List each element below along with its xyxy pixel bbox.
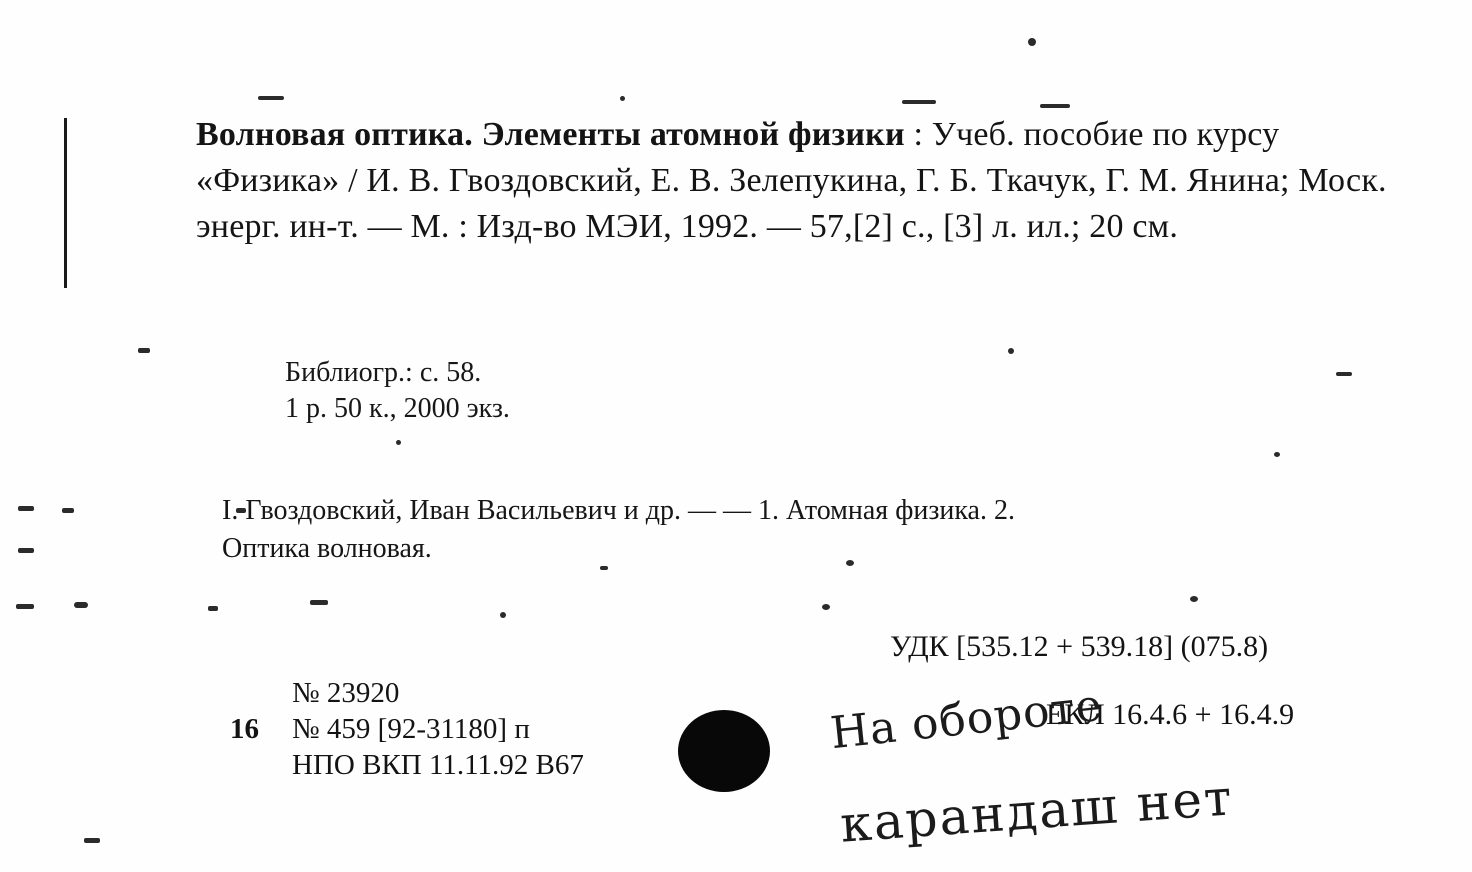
tracing-line-1: I. Гвоздовский, Иван Васильевич и др. — — 1. Атомная физика. 2. (222, 495, 1015, 526)
speckle (84, 838, 100, 843)
left-margin-rule (64, 118, 67, 288)
speckle (1274, 452, 1280, 457)
speckle (902, 100, 936, 104)
imprint-statement: : Учеб. пособие по курсу «Физика» / И. В. Гвоздовский, Е. В. Зелепукина, Г. Б. Ткачук, Г. М. Янина; Моск. энерг. ин-т. — М. : Изд-во МЭИ, 1992. — 57,[2] с., [3] л. ил.; 20 см. (196, 116, 1387, 245)
note-price-print-run: 1 р. 50 к., 2000 экз. (285, 393, 510, 424)
speckle (208, 606, 218, 611)
speckle (62, 508, 74, 513)
speckle (16, 604, 34, 609)
note-bibliography: Библиогр.: с. 58. (285, 357, 482, 388)
handwritten-note-1: На обороте (828, 679, 1106, 760)
speckle (822, 604, 830, 610)
speckle (500, 612, 506, 618)
speckle (1028, 38, 1036, 46)
bibliographic-description (196, 112, 1396, 250)
ink-blot (678, 710, 770, 792)
ekl-classification: ЕКЛ 16.4.6 + 16.4.9 (1046, 698, 1295, 731)
speckle (258, 96, 284, 100)
speckle (620, 96, 625, 101)
acquisition-block (230, 675, 584, 783)
speckle (138, 348, 150, 353)
speckle (18, 548, 34, 553)
acquisition-source: НПО ВКП 11.11.92 В67 (292, 749, 584, 781)
speckle (1190, 596, 1198, 602)
speckle (74, 602, 88, 608)
speckle (1336, 372, 1352, 376)
notes-block (285, 355, 510, 427)
udk-classification: УДК [535.12 + 539.18] (075.8) (890, 630, 1269, 663)
speckle (396, 440, 401, 445)
speckle (18, 506, 34, 511)
speckle (310, 600, 328, 605)
tracing-line-2: Оптика волновая. (222, 533, 432, 564)
speckle (1040, 104, 1070, 108)
acquisition-order-text: № 459 [92-31180] п (292, 713, 530, 745)
speckle (1008, 348, 1014, 354)
acquisition-order-number (230, 711, 584, 747)
tracings-block (222, 492, 1402, 568)
acquisition-number: № 23920 (292, 677, 400, 709)
title-statement: Волновая оптика. Элементы атомной физики (196, 116, 905, 153)
shelf-mark: 16 (230, 713, 259, 745)
handwritten-note-2: карандаш нет (838, 768, 1236, 854)
